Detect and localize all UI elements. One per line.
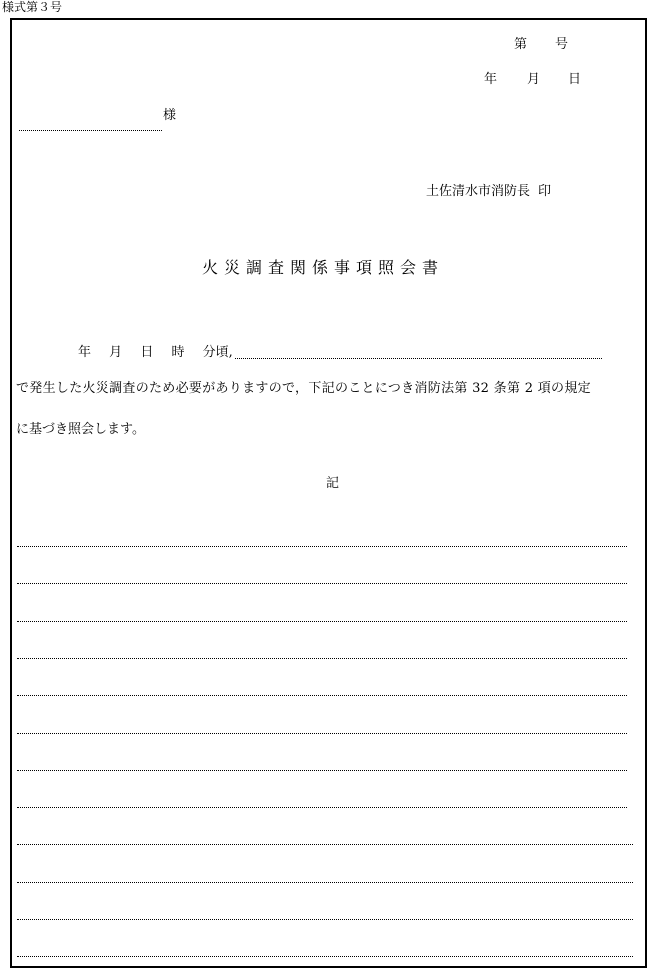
seal-mark: 印 (538, 184, 552, 199)
answer-line[interactable] (17, 583, 627, 584)
incident-day: 日 (140, 345, 154, 360)
notes-heading: 記 (326, 476, 340, 491)
document-date-year: 年 (484, 72, 498, 87)
body-text-line-2: に基づき照会します。 (16, 422, 145, 437)
answer-line[interactable] (17, 733, 627, 734)
document-date-month: 月 (527, 72, 541, 87)
body-text-line-1: で発生した火災調査のため必要がありますので，下記のことにつき消防法第 32 条第 2 項の規定 (16, 381, 591, 396)
document-number-suffix: 号 (555, 37, 569, 52)
recipient-honorific: 様 (163, 108, 177, 123)
answer-line[interactable] (17, 546, 627, 547)
incident-hour: 時 (171, 345, 185, 360)
answer-line[interactable] (17, 658, 627, 659)
answer-line[interactable] (17, 695, 627, 696)
answer-line[interactable] (17, 844, 633, 845)
document-date-day: 日 (568, 72, 582, 87)
answer-line[interactable] (17, 919, 633, 920)
sender-name: 土佐清水市消防長 (426, 184, 531, 199)
document-number-prefix: 第 (514, 37, 528, 52)
answer-line[interactable] (17, 956, 633, 957)
answer-line[interactable] (17, 770, 627, 771)
sender (426, 184, 551, 200)
answer-line[interactable] (17, 882, 633, 883)
answer-line[interactable] (17, 807, 627, 808)
document-frame (10, 18, 647, 968)
recipient-name-field[interactable] (19, 115, 162, 131)
form-number: 様式第３号 (2, 0, 63, 14)
incident-location-field[interactable] (235, 357, 602, 359)
incident-year: 年 (78, 345, 92, 360)
incident-minute: 分頃, (202, 345, 233, 360)
incident-month: 月 (109, 345, 123, 360)
document-title: 火災調査関係事項照会書 (202, 258, 445, 277)
document-date (484, 72, 581, 88)
answer-line[interactable] (17, 621, 627, 622)
incident-datetime (78, 345, 233, 361)
document-number (514, 37, 568, 53)
